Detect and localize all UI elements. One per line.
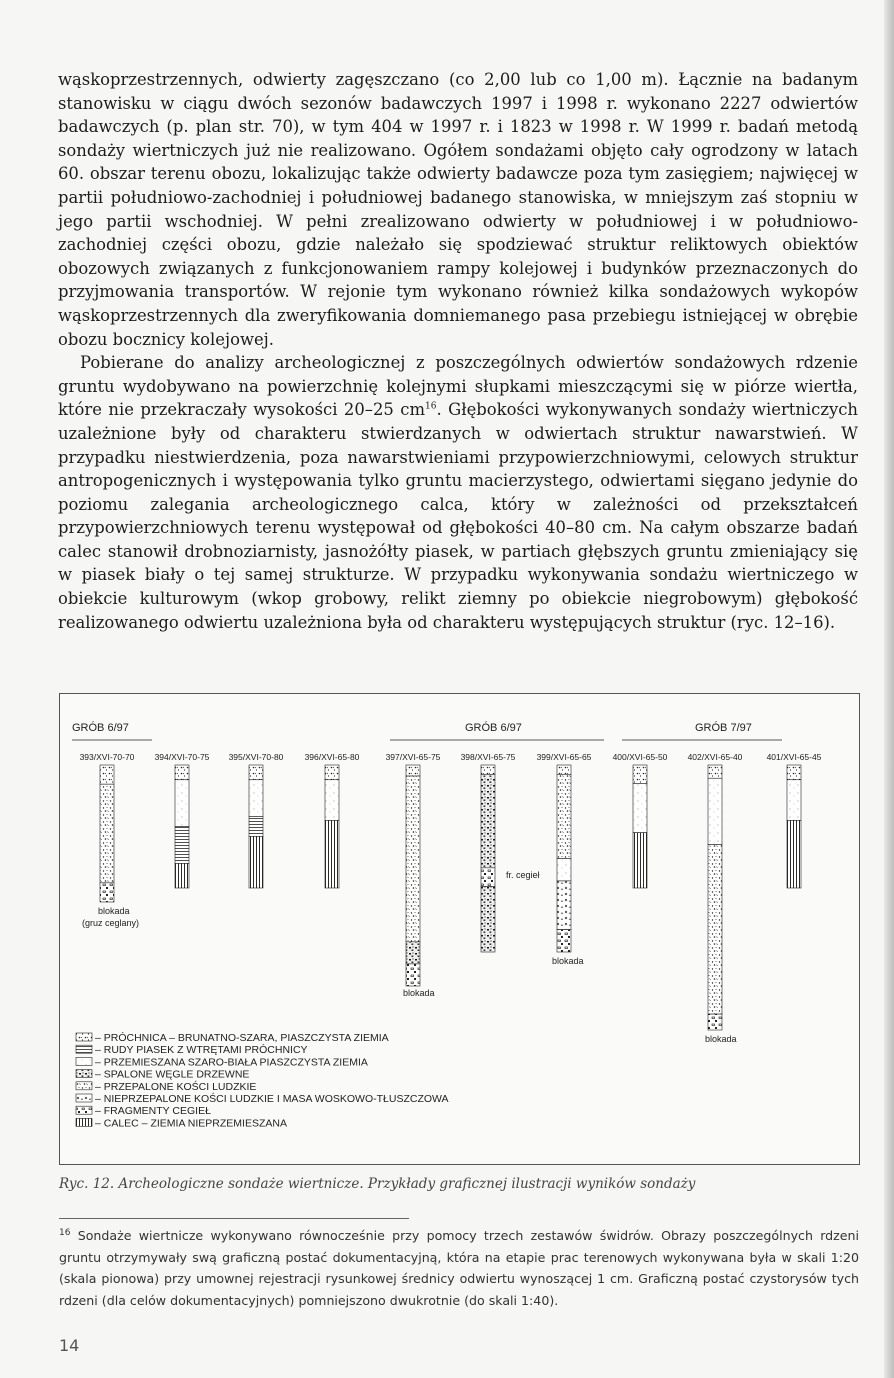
core-label: 401/XVI-65-45 [766,752,822,762]
legend-text: – FRAGMENTY CEGIEŁ [95,1105,211,1118]
legend-text: – PRÓCHNICA – BRUNATNO-SZARA, PIASZCZYSTA ZIEMIA [95,1032,389,1044]
paragraph-1: wąskoprzestrzennych, odwierty zagęszczano (co 2,00 lub co 1,00 m). Łącznie na badanym stanowisku w ciągu dwóch sezonów badawczych 1997 i 1998 r. wykonano 2227 odwiertów badawczych (p. plan str. 70), w tym 404 w 1997 r. i 1823 w 1998 r. W 1999 r. badań metodą sondaży wiertniczych już nie realizowano. Ogółem sondażami objęto cały ogrodzony w latach 60. obszar terenu obozu, lokalizując także odwierty badawcze poza tym zasięgiem; najwięcej w partii południowo-zachodniej i południowej badanego stanowiska, w mniejszym zaś stopniu w jego partii wschodniej. W pełni zrealizowano odwierty w południowej i w południowo-zachodniej części obozu, gdzie należało się spodziewać struktur reliktowych obiektów obozowych związanych z funkcjonowaniem rampy kolejowej i budynków przeznaczonych do przyjmowania transportów. W rejonie tym wykonano również kilka sondażowych wykopów wąskoprzestrzennych dla zweryfikowania domniemanego pasa przebiegu istniejącej w obrębie obozu bocznicy kolejowej. [58,70,858,349]
legend-swatch-rusty [76,1045,92,1053]
footnote-reference[interactable]: 16 [425,401,437,412]
core-label: 399/XVI-65-65 [536,752,592,762]
core-layer-calec [175,863,189,888]
core-layer-humus [249,765,263,780]
core-layer-humus [100,765,114,784]
core-layer-bones [708,845,722,1015]
core-label: 394/XVI-70-75 [154,752,210,762]
core-layer-mixed [249,780,263,817]
core-layer-charcoal [481,774,495,868]
core-layer-charcoal [406,942,420,964]
core-label: 398/XVI-65-75 [460,752,516,762]
note-blokada-2: blokada [403,988,435,998]
core-layer-humus [708,765,722,778]
core-layer-calec [633,833,647,888]
footnote-rule [59,1218,409,1219]
note-blokada-1: blokada [98,906,130,916]
core-layer-bones [406,776,420,942]
core-layer-humus [633,765,647,783]
core-layer-mixed [325,780,339,821]
core-layer-bones [100,784,114,883]
note-blokada-4: blokada [705,1034,737,1044]
core-layer-bricks [406,964,420,986]
legend-swatch-bricks [76,1106,92,1114]
core-layer-calec [249,836,263,888]
group-label-1: GRÓB 6/97 [72,722,129,734]
core-layer-bricks [481,868,495,887]
legend-swatch-bones [76,1082,92,1090]
core-layer-mixed [175,780,189,827]
legend-text: – CALEC – ZIEMIA NIEPRZEMIESZANA [95,1117,287,1130]
legend-swatch-charcoal [76,1070,92,1078]
note-fr-cegiel: fr. cegieł [506,870,540,880]
legend-text: – PRZEPALONE KOŚCI LUDZKIE [95,1080,257,1093]
core-layer-humus [557,765,571,774]
core-layer-mixed [708,778,722,844]
borehole-diagram [60,694,859,1164]
legend-swatch-unburnt [76,1094,92,1102]
page-number: 14 [59,1336,80,1355]
core-layer-calec [325,820,339,888]
core-layer-humus [175,765,189,780]
note-blokada-3: blokada [552,956,584,966]
page-edge-shadow [884,0,894,1378]
paragraph-2 [58,351,858,634]
core-layer-bricks [100,883,114,902]
core-layer-humus [406,765,420,776]
core-layer-mixed [787,780,801,821]
core-layer-charcoal [481,887,495,952]
footnote-text: Sondaże wiertnicze wykonywano równocześnie przy pomocy trzech zestawów świdrów. Obrazy poszczególnych rdzeni gruntu otrzymywały swą graficzną postać dokumentacyjną, która na etapie prac terenowych wykonywana była w skali 1:20 (skala pionowa) przy umownej rejestracji rysunkowej średnicy odwiertu wynoszącej 1 cm. Graficzną postać czystorysów tych rdzeni (dla celów dokumentacyjnych) pomniejszono dwukrotnie (do skali 1:40). [59,1228,859,1308]
core-label: 393/XVI-70-70 [79,752,135,762]
core-label: 396/XVI-65-80 [304,752,360,762]
core-layer-humus [325,765,339,780]
legend-text: – SPALONE WĘGLE DRZEWNE [95,1068,250,1081]
legend-swatch-humus [76,1033,92,1041]
core-layer-rusty [249,817,263,837]
legend-swatch-calec [76,1118,92,1126]
legend [76,1031,449,1129]
paragraph-2-part-2: . Głębokości wykonywanych sondaży wiertniczych uzależnione były od charakteru stwierdzanych w odwiertach struktur nawarstwień. W przypadku niestwierdzenia, poza nawarstwieniami przypowierzchniowymi, celowych struktur antropogenicznych i występowania tylko gruntu macierzystego, odwiertami sięgano jedynie do poziomu zalegania archeologicznego calca, który w zależności od przekształceń przypowierzchniowych terenu występował od głębokości 40–80 cm. Na całym obszarze badań calec stanowił drobnoziarnisty, jasnożółty piasek, w partiach głębszych gruntu zmieniający się w piasek biały o tej samej strukturze. W przypadku wykonywania sondażu wiertniczego w obiekcie kulturowym (wkop grobowy, relikt ziemny po obiekcie niegrobowym) głębokość realizowanego odwiertu uzależniona była od charakteru występujących struktur (ryc. 12–16). [58,400,858,632]
group-label-2: GRÓB 6/97 [465,722,522,734]
core-layer-mixed [633,783,647,832]
core-label: 397/XVI-65-75 [385,752,441,762]
footnote-number: 16 [59,1227,71,1238]
core-layer-humus [481,765,495,774]
core-label: 400/XVI-65-50 [612,752,668,762]
figure-boreholes [59,693,860,1165]
core-layer-bones [557,774,571,858]
footnote [59,1225,859,1311]
legend-text: – NIEPRZEPALONE KOŚCI LUDZKIE I MASA WOSKOWO-TŁUSZCZOWA [95,1093,449,1105]
core-layer-unburnt [557,881,571,930]
cores-group [80,752,822,1030]
core-layer-bricks [708,1014,722,1030]
core-label: 402/XVI-65-40 [687,752,743,762]
main-text [58,68,858,634]
core-layer-rusty [175,827,189,864]
core-layer-bricks [557,930,571,952]
group-label-3: GRÓB 7/97 [695,722,752,734]
legend-text: – PRZEMIESZANA SZARO-BIAŁA PIASZCZYSTA ZIEMIA [95,1056,368,1069]
figure-caption: Ryc. 12. Archeologiczne sondaże wiertnicze. Przykłady graficznej ilustracji wyników sondaży [59,1176,696,1192]
core-layer-mixed [557,859,571,881]
core-layer-humus [787,765,801,780]
note-gruz-ceglany: (gruz ceglany) [82,918,140,928]
core-label: 395/XVI-70-80 [228,752,284,762]
legend-swatch-mixed [76,1057,92,1065]
legend-text: – RUDY PIASEK Z WTRĘTAMI PRÓCHNICY [95,1044,308,1057]
core-layer-calec [787,820,801,888]
paragraph-2-part-1: Pobierane do analizy archeologicznej z poszczególnych odwiertów sondażowych rdzenie gruntu wydobywano na powierzchnię kolejnymi słupkami mieszczącymi się w piórze wiertła, które nie przekraczały wysokości 20–25 cm [58,353,858,420]
